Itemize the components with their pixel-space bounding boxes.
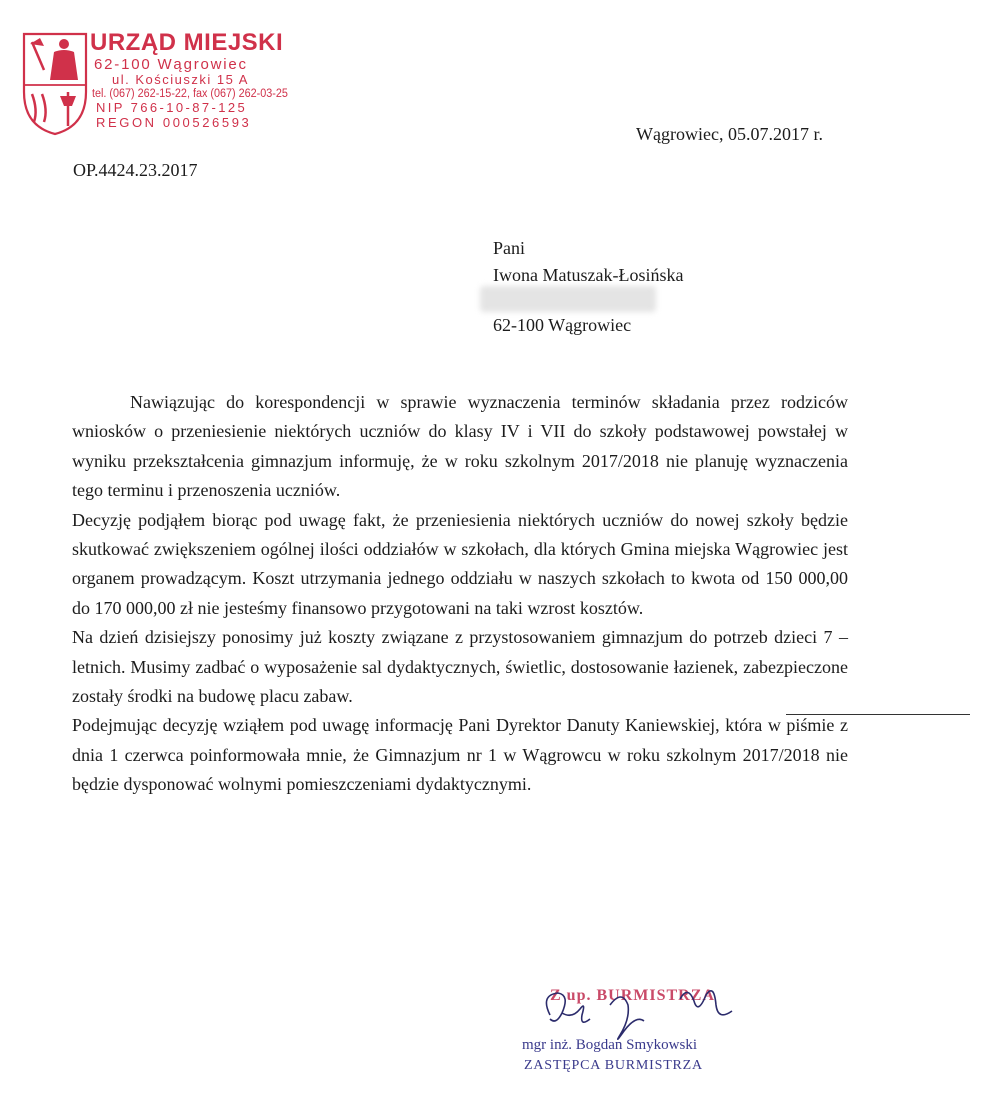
stamp-city: 62-100 Wągrowiec — [94, 56, 248, 73]
on-behalf-label: Z up. BURMISTRZA — [550, 987, 715, 1004]
letter-date: Wągrowiec, 05.07.2017 r. — [636, 124, 823, 144]
reference-number: OP.4424.23.2017 — [73, 160, 198, 180]
paragraph-4: Podejmując decyzję wziąłem pod uwagę informację Pani Dyrektor Danuty Kaniewskiej, która w piśmie z dnia 1 czerwca poinformowała mnie, że Gimnazjum nr 1 w Wągrowcu w roku szkolnym 2017/2018 nie będzie dysponować wolnymi pomieszczeniami dydaktycznymi. — [72, 715, 848, 795]
signatory-name: mgr inż. Bogdan Smykowski — [522, 1037, 697, 1053]
paragraph-1: Nawiązując do korespondencji w sprawie wyznaczenia terminów składania przez rodziców wniosków o przeniesienie niektórych uczniów do klasy IV i VII do szkoły podstawowej powstałej w wyniku przekształcenia gimnazjum informuję, że w roku szkolnym 2017/2018 nie planuję wyznaczenia tego terminu i przenoszenia uczniów. — [72, 392, 848, 501]
handwritten-signature — [510, 975, 770, 1065]
redacted-street — [480, 286, 656, 312]
paragraph-3: Na dzień dzisiejszy ponosimy już koszty związane z przystosowaniem gimnazjum do potrzeb dzieci 7 – letnich. Musimy zadbać o wyposażenie sal dydaktycznych, świetlic, dostosowanie łazienek, zabezpieczone zostały środki na budowę placu zabaw. — [72, 627, 848, 707]
margin-line — [786, 714, 970, 715]
letter-body — [72, 388, 848, 800]
stamp-regon: REGON 000526593 — [96, 115, 252, 131]
paragraph-2: Decyzję podjąłem biorąc pod uwagę fakt, że przeniesienia niektórych uczniów do nowej szkoły będzie skutkować zwiększeniem ogólnej ilości oddziałów w szkołach, dla których Gmina miejska Wągrowiec jest organem prowadzącym. Koszt utrzymania jednego oddziału w naszych szkołach to kwota od 150 000,00 do 170 000,00 zł nie jesteśmy finansowo przygotowani na taki wzrost kosztów. — [72, 509, 848, 618]
stamp-street: ul. Kościuszki 15 A — [112, 72, 249, 88]
recipient-salutation: Pani — [493, 238, 526, 258]
signatory-role: ZASTĘPCA BURMISTRZA — [524, 1058, 703, 1073]
stamp-nip: NIP 766-10-87-125 — [96, 100, 248, 116]
office-stamp — [20, 30, 300, 148]
coat-of-arms-icon — [20, 30, 90, 138]
stamp-title: URZĄD MIEJSKI — [90, 29, 284, 56]
recipient-name: Iwona Matuszak-Łosińska — [493, 265, 684, 285]
stamp-phone: tel. (067) 262-15-22, fax (067) 262-03-25 — [92, 88, 288, 101]
recipient-city: 62-100 Wągrowiec — [493, 315, 632, 335]
